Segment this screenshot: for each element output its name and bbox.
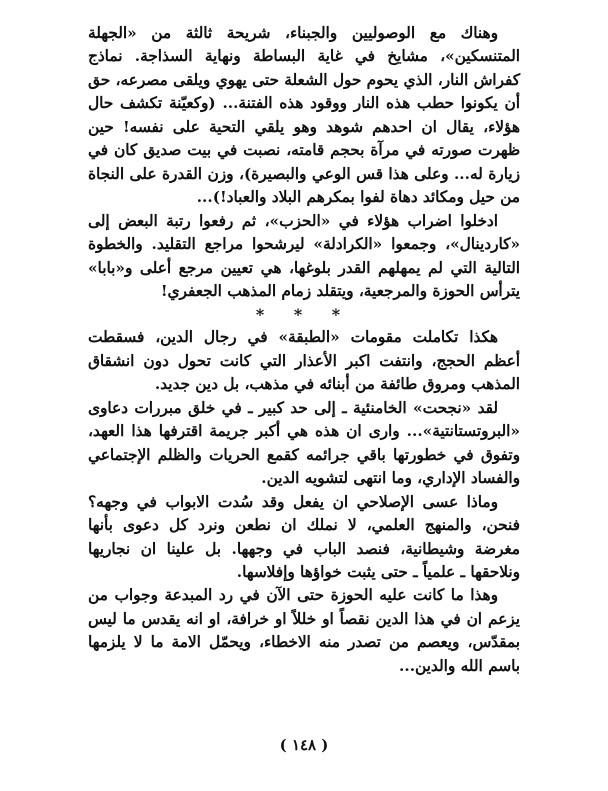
section-separator: * * * (255, 305, 353, 325)
paragraph-3: هكذا تكاملت مقومات «الطبقة» في رجال الدين، فسقطت أعظم الحجج، وانتفت اكبر الأعذار التي كانت تحول دون انشقاق المذهب ومروق طائفة من أبنائه في مذهب، بل دين جديد. (88, 328, 520, 394)
paragraph-6: وهذا ما كانت عليه الحوزة حتى الآن في رد المبدعة وجواب من يزعم ان في هذا الدين نقصاً او خللاً او خرافة، او انه يقدس ما ليس بمقدّس، ويعصم من تصدر منه الاخطاء، ويحمّل الامة ما لا يلزمها باسم الله والدين... (88, 586, 520, 675)
body-text (88, 22, 520, 678)
paragraph-4: لقد «نجحت» الخامنئية ـ إلى حد كبير ـ في خلق مبررات دعاوى «البروتستانتية»... وارى ان هذه هي أكبر جريمة اقترفها هذا العهد، وتفوق في خطورتها باقي جرائمه كقمع الحريات والظلم الإجتماعي والفساد الإداري، وما انتهى لتشويه الدين. (88, 398, 520, 488)
paragraph-1: وهناك مع الوصوليين والجبناء، شريحة ثالثة من «الجهلة المتنسكين»، مشايخ في غاية البساطة ونهاية السذاجة. نماذج كفراش النار، الذي يحوم حول الشعلة حتى يهوي ويلقى مصرعه، حق أن يكونوا حطب هذه النار ووقود هذه الفتنة... (وكعيّنة تكشف حال هؤلاء، يقال ان احدهم شوهد وهو يلقي التحية على نفسه! حين ظهرت صورته في مرآة بحجم قامته، نصبت في بيت صديق كان في زيارة له... وعلى هذا قس الوعي والبصيرة)، وزن القدرة على النجاة من حيل ومكائد دهاة لفوا بمكرهم البلاد والعباد!)... (88, 24, 520, 207)
paragraph-5: وماذا عسى الإصلاحي ان يفعل وقد سُدت الابواب في وجهه؟ فنحن، والمنهج العلمي، لا نملك ان نطعن ونرد كل دعوى بأنها مغرضة وشيطانية، فنصد الباب في وجهها. بل علينا ان نجاريها ونلاحقها ـ علمياً ـ حتى يثبت خواؤها وإفلاسها. (88, 492, 520, 581)
paragraph-2: ادخلوا اضراب هؤلاء في «الحزب»، ثم رفعوا رتبة البعض إلى «كاردينال»، وجمعوا «الكرادلة» ليرشحوا مراجع التقليد. والخطوة التالية التي لم يمهلهم القدر بلوغها، هي تعيين مرجع أعلى و«بابا» يترأس الحوزة والمرجعية، ويتقلد زمام المذهب الجعفري! (88, 211, 520, 300)
page-number: ( ١٤٨ ) (279, 736, 329, 754)
